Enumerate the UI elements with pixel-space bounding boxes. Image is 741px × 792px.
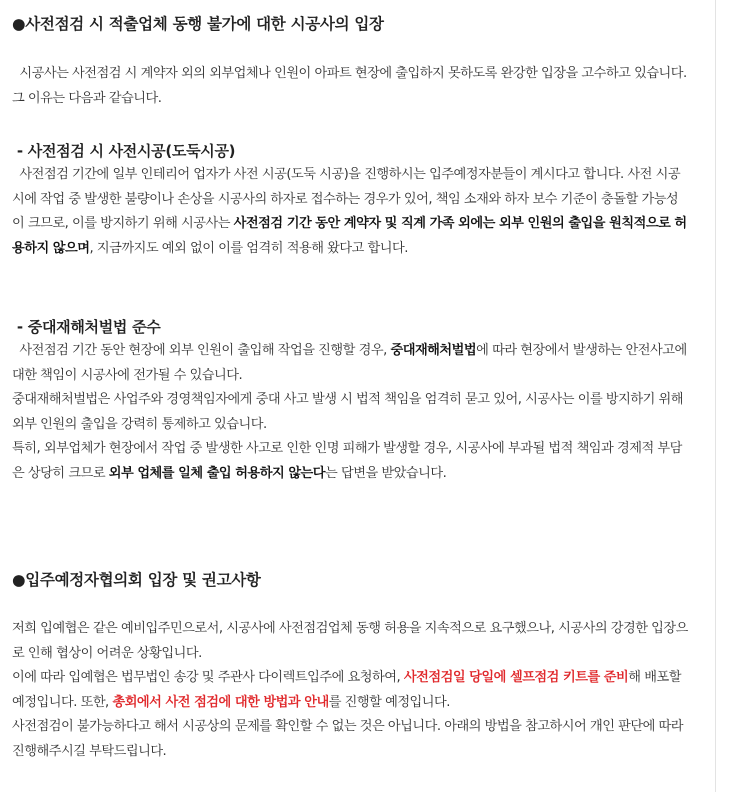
pre-construction-text-a: 사전점검 기간에 일부 인테리어 업자가 사전 시공(도둑 시공)을 진행하시는 입주예정자분들이 계시다고 합니다. 사전 시공 시에 작업 중 발생한 불량이나 손상을 시공사의 하자로 접수하는 경우가 있어, 책임 소재와 하자 보수 기준이 충돌할 가능성이 크므로, 이를 방지하기 위해 시공사는 [12,167,684,231]
general-meeting-highlight: 총회에서 사전 점검에 대한 방법과 안내 [112,694,329,710]
serious-accidents-block [12,339,691,486]
right-divider [715,0,716,792]
section-title-contractor-position: ●사전점검 시 적출업체 동행 불가에 대한 시공사의 입장 [12,15,384,33]
pre-construction-text-b: , 지금까지도 예외 없이 이를 엄격히 적용해 왔다고 합니다. [89,240,408,256]
assoc-p2-text-a: 이에 따라 입예협은 법무법인 송강 및 주관사 다이렉트입주에 요청하여, [12,670,404,685]
association-paragraph-3: 사전점검이 불가능하다고 해서 시공상의 문제를 확인할 수 없는 것은 아닙니다. 아래의 방법을 참고하시어 개인 판단에 따라 진행해주시길 부탁드립니다. [12,719,684,759]
sa-p3-emphasis: 외부 업체를 일체 출입 허용하지 않는다 [108,465,326,481]
sa-p1-emphasis: 중대재해처벌법 [390,343,477,358]
sa-p3-text-b: 는 답변을 받았습니다. [325,465,447,481]
association-paragraph-2 [12,666,688,715]
serious-accidents-paragraph-1 [12,339,691,388]
serious-accidents-paragraph-2: 중대재해처벌법은 사업주와 경영책임자에게 중대 사고 발생 시 법적 책임을 엄격히 묻고 있어, 시공사는 이를 방지하기 위해 외부 인원의 출입을 강력히 통제하고 있습니다. [12,392,684,432]
subsection-title-pre-construction: - 사전점검 시 사전시공(도둑시공) [12,142,236,160]
section-title-association-position: ●입주예정자협의회 입장 및 권고사항 [12,571,261,589]
assoc-p2-text-c: 를 진행할 예정입니다. [328,694,450,710]
association-paragraph-1: 저희 입예협은 같은 예비입주민으로서, 시공사에 사전점검업체 동행 허용을 지속적으로 요구했으나, 시공사의 강경한 입장으로 인해 협상이 어려운 상황입니다. [12,621,688,661]
subsection-title-serious-accidents-act: - 중대재해처벌법 준수 [12,318,161,336]
assoc-p2-text-b: 해 배포할 예정입니다. 또한, [12,670,681,710]
sa-p1-text-a: 사전점검 기간 동안 현장에 외부 인원이 출입해 작업을 진행할 경우, [12,343,391,358]
association-block [12,617,688,764]
sa-p3-text-a: 특히, 외부업체가 현장에서 작업 중 발생한 사고로 인한 인명 피해가 발생할 경우, 시공사에 부과될 법적 책임과 경제적 부담은 상당히 크므로 [12,441,682,481]
sa-p1-text-b: 에 따라 현장에서 발생하는 안전사고에 대한 책임이 시공사에 전가될 수 있습니다. [12,343,691,383]
serious-accidents-paragraph-3 [12,437,688,486]
intro-paragraph: 시공사는 사전점검 시 계약자 외의 외부업체나 인원이 아파트 현장에 출입하지 못하도록 완강한 입장을 고수하고 있습니다. 그 이유는 다음과 같습니다. [12,66,691,106]
pre-construction-paragraph [12,163,688,261]
self-check-kit-highlight: 사전점검일 당일에 셀프점검 키트를 준비 [403,670,629,685]
pre-construction-emphasis: 사전점검 기간 동안 계약자 및 직계 가족 외에는 외부 인원의 출입을 원칙적으로 허용하지 않으며 [12,216,687,256]
